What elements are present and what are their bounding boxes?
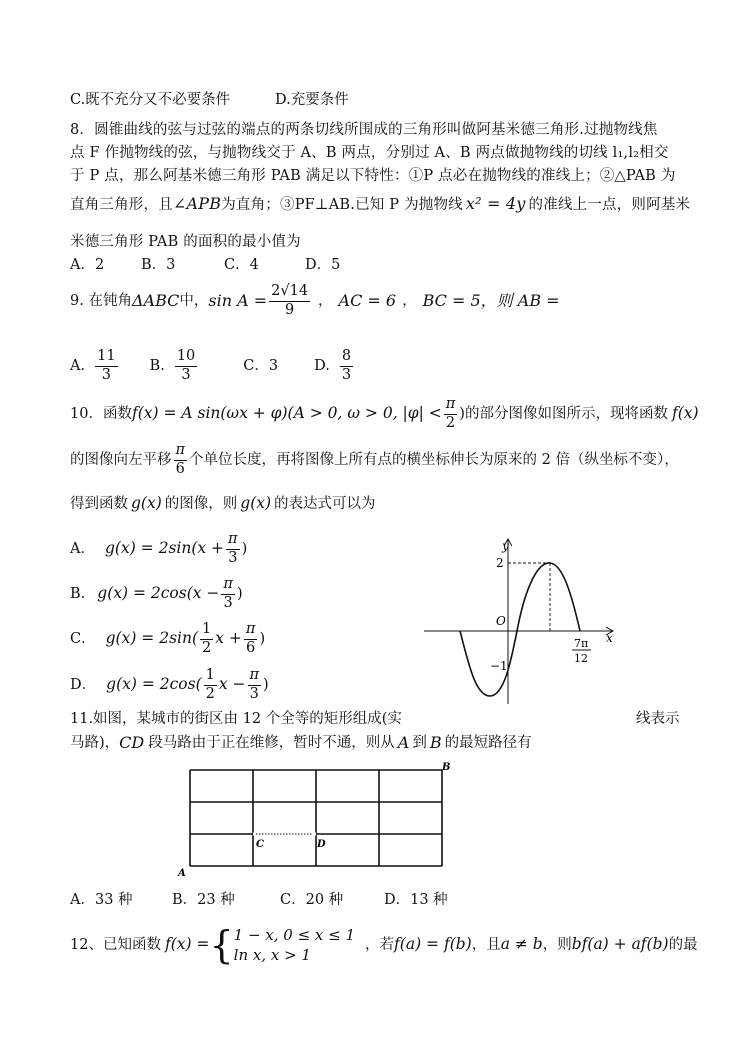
q10-line1: [70, 394, 699, 434]
q10-option-d-expr: g(x) = 2cos(: [106, 675, 202, 694]
q10-close-paren: ): [459, 405, 465, 422]
q9-sina-den: 9: [284, 301, 295, 318]
q10-function: f(x) = A sin(ωx + φ)(A > 0, ω > 0, |φ| <: [131, 404, 442, 423]
q12-case1: 1 − x, 0 ≤ x ≤ 1: [233, 925, 356, 944]
x-axis-label: x: [606, 631, 613, 645]
q10-option-d-label: D．: [70, 676, 97, 693]
grid-label-d: D: [317, 839, 326, 850]
q12-prefix: 12、已知函数: [70, 936, 161, 953]
origin-label: O: [496, 614, 506, 628]
q10-option-a-close: ): [241, 540, 248, 557]
q10-option-a-den: 3: [228, 549, 238, 566]
q11-street-grid: [170, 760, 470, 880]
q10-option-c-expr: g(x) = 2sin(: [105, 629, 199, 648]
q10-line1a: 10．函数: [70, 405, 132, 422]
q11-line1b: 线表示: [636, 711, 680, 727]
q12-mid2: ，且: [471, 936, 501, 953]
q10-option-b-expr: g(x) = 2cos(x −: [97, 584, 220, 603]
q10-option-b-den: 3: [223, 594, 233, 611]
q10-option-d-num: π: [248, 668, 262, 685]
q10-option-c-n1: 1: [200, 622, 213, 639]
q8-parabola: x² = 4y: [465, 194, 526, 213]
q10-line3: [70, 493, 376, 515]
x-mark-num: 7π: [574, 637, 589, 650]
grid-label-b: B: [442, 762, 451, 773]
q10-phi-bound-num: π: [444, 397, 458, 414]
q7-option-c: C.既不充分又不必要条件: [70, 92, 231, 108]
q9-option-d-num: 8: [340, 349, 353, 366]
y-max-label: 2: [496, 556, 504, 570]
q10-sine-graph: [420, 536, 620, 706]
q11-line2a: 马路)，: [70, 734, 120, 751]
q10-line3a: 得到函数: [70, 495, 128, 512]
q11-line2c: 到: [412, 734, 427, 751]
q10-option-c: [70, 618, 265, 660]
q9-sina-num: 2√14: [269, 284, 310, 301]
grid-label-a: A: [178, 868, 186, 879]
q9-option-b-den: 3: [181, 366, 191, 383]
q8-option-c: C．4: [224, 257, 259, 273]
q9-option-a-den: 3: [101, 366, 111, 383]
q9-triangle: ΔABC: [131, 291, 180, 310]
q11-option-b: B．23 种: [172, 892, 235, 908]
q10-option-a-label: A．: [70, 540, 95, 557]
q10-line3c: 的图像，则: [164, 495, 238, 512]
q11-line1a: 11.如图，某城市的街区由 12 个全等的矩形组成(实: [70, 711, 402, 727]
q10-line2: [70, 440, 679, 480]
q11-line2b: 段马路由于正在维修，暂时不通，则从: [148, 734, 395, 751]
q10-shift-num: π: [174, 443, 188, 460]
q10-option-b-num: π: [221, 577, 235, 594]
q10-option-d-den: 3: [249, 685, 259, 702]
q11-option-d: D．13 种: [384, 892, 448, 908]
q10-fx: f(x): [671, 404, 699, 423]
q11-a: A: [397, 733, 410, 752]
q12-brace-icon: {: [209, 923, 234, 967]
q9-option-a: A.: [70, 357, 86, 374]
q12-expr: bf(a) + af(b): [571, 935, 669, 954]
q8-line4e: 的准线上一点，则阿基米: [528, 197, 691, 213]
q8-line3: 于 P 点，那么阿基米德三角形 PAB 满足以下特性：①P 点必在抛物线的准线上；②△PAB 为: [70, 168, 676, 184]
q9-stem: 9. 在钝角 ΔABC 中， sin A = $\frac{2√14}{9}$ ， AC = 6 ， BC = 5 ，则 AB =: [70, 283, 560, 318]
q9-ac: AC = 6: [338, 291, 397, 310]
q12-cond1: f(a) = f(b): [394, 935, 472, 954]
q11-line2d: 的最短路径有: [444, 734, 532, 751]
q8-angle: ∠APB: [172, 194, 222, 213]
q11-option-a: A．33 种: [70, 892, 133, 908]
q10-option-c-label: C．: [70, 630, 96, 647]
q12-stem: [70, 920, 698, 970]
q10-option-c-d1: 2: [202, 639, 212, 656]
q9-options: [70, 346, 355, 386]
q9-bc: BC = 5: [422, 291, 481, 310]
q10-line3e: 的表达式可以为: [274, 495, 376, 512]
q8-option-b: B．3: [141, 257, 176, 273]
q9-option-d-den: 3: [341, 366, 352, 383]
q10-option-c-close: ): [259, 630, 266, 647]
q8-line5: 米德三角形 PAB 的面积的最小值为: [70, 234, 301, 250]
q11-option-c: C．20 种: [280, 892, 344, 908]
q10-option-b-label: B.: [70, 585, 86, 602]
q10-phi-bound-den: 2: [445, 414, 456, 431]
q7-option-d: D.充要条件: [275, 92, 349, 108]
q8-option-d: D．5: [305, 257, 341, 273]
q9-option-b-num: 10: [175, 349, 197, 366]
q10-gx2: g(x): [240, 494, 272, 513]
sine-curve: [460, 563, 580, 696]
q9-ask: ，则 AB =: [480, 291, 560, 310]
q10-option-d-n1: 1: [204, 668, 217, 685]
q10-option-b: [70, 573, 243, 615]
q8-line1: 8．圆锥曲线的弦与过弦的端点的两条切线所围成的三角形叫做阿基米德三角形.过抛物线焦: [70, 122, 658, 138]
q9-sina-fraction: [269, 284, 310, 317]
q12-cases: [234, 925, 355, 966]
q12-case2: ln x, x > 1: [233, 946, 311, 964]
q10-option-a-num: π: [226, 532, 240, 549]
q10-line2a: 的图像向左平移: [70, 451, 172, 468]
x-mark-den: 12: [574, 652, 588, 665]
q10-option-d-close: ): [263, 676, 269, 693]
q10-shift-den: 6: [175, 460, 185, 477]
q10-option-a-expr: g(x) = 2sin(x +: [104, 539, 225, 558]
q11-cd: CD: [119, 733, 145, 752]
q9-option-d: D.: [314, 357, 330, 374]
q10-line2b: 个单位长度，再将图像上所有点的横坐标伸长为原来的 2 倍（纵坐标不变），: [189, 451, 679, 468]
q10-option-c-mid: x +: [215, 629, 242, 648]
grid-label-c: C: [256, 839, 264, 850]
y-min-label: −1: [490, 659, 508, 673]
q9-option-b: B.: [149, 357, 165, 374]
q10-line1d: 的部分图像如图所示，现将函数: [464, 405, 668, 422]
q12-cond2: a ≠ b: [500, 935, 543, 954]
q11-b: B: [429, 733, 442, 752]
q9-prefix: 9. 在钝角: [70, 292, 132, 309]
q9-option-a-num: 11: [95, 349, 117, 366]
q10-option-d-mid: x −: [218, 675, 246, 694]
q8-line4: [70, 196, 690, 213]
q10-option-c-num: π: [244, 622, 258, 639]
q8-option-a: A．2: [70, 257, 105, 273]
q11-line2: [70, 735, 532, 751]
q9-sina: sin A =: [208, 291, 268, 310]
q10-option-b-close: ): [236, 585, 243, 602]
q12-suffix: 的最: [668, 936, 698, 953]
q10-gx1: g(x): [131, 494, 162, 513]
q9-option-c: C．3: [243, 357, 279, 374]
y-axis-label: y: [502, 539, 509, 553]
q10-option-a: [70, 528, 247, 570]
q8-line4a: 直角三角形，且: [70, 197, 173, 213]
q8-line2: 点 F 作抛物线的弦，与抛物线交于 A、B 两点，分别过 A、B 两点做抛物线的切线 l₁,l₂相交: [70, 145, 669, 161]
q10-option-d-d1: 2: [205, 685, 215, 702]
q10-option-d: [70, 664, 269, 706]
q8-line4c: 为直角；③PF⊥AB.已知 P 为抛物线: [221, 197, 463, 213]
q9-mid: 中，: [179, 292, 209, 309]
q12-mid1: ，若: [365, 936, 395, 953]
q12-mid3: ，则: [542, 936, 572, 953]
q10-option-c-den: 6: [246, 639, 256, 656]
q12-fx: f(x) =: [164, 935, 210, 954]
